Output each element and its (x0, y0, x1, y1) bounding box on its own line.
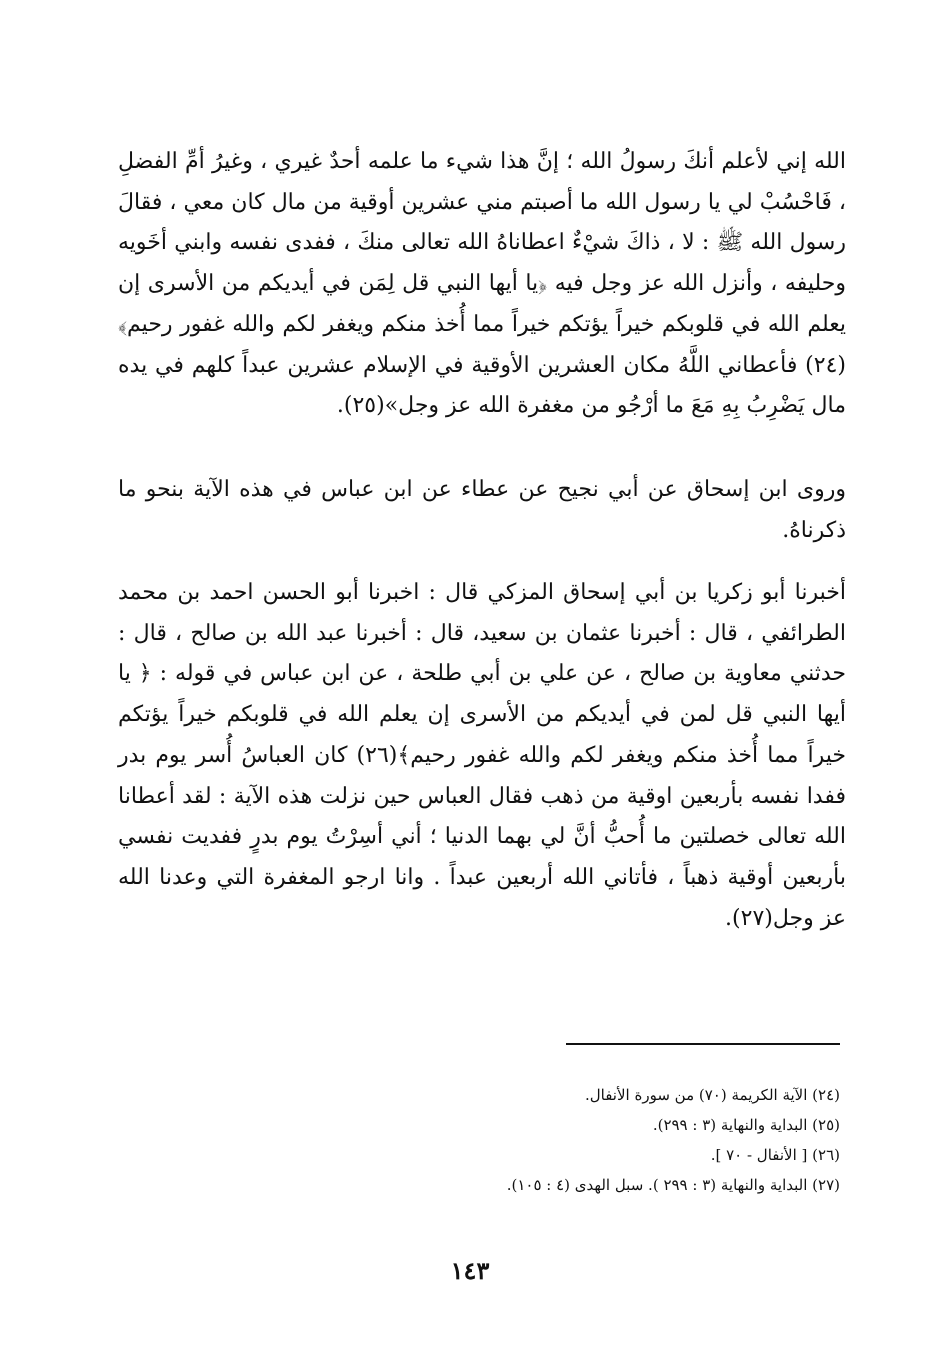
page-number: ١٤٣ (450, 1256, 490, 1285)
paragraph-text: وروى ابن إسحاق عن أبي نجيح عن عطاء عن ابن عباس في هذه الآية بنحو ما ذكرناهُ. (118, 477, 846, 543)
footnote-24: (٢٤) الآية الكريمة (٧٠) من سورة الأنفال. (584, 1086, 840, 1104)
footnotes-section (300, 1080, 840, 1200)
paragraph-text: الله إني لأعلم أنكَ رسولُ الله ؛ إنَّ هذا شيء ما علمه أحدٌ غيري ، وغيرُ أمِّ الفضلِ ، فَاحْسُبْ لي يا رسول الله ما أصبتم مني عشرين أوقية من مال كان معي ، فقالَ رسول الله ﷺ : لا ، ذاكَ شيْءٌ اعطاناهُ الله تعالى منكَ ، ففدى نفسه وابني أخَويه وحليفه ، وأنزل الله عز وجل فيه ﴿يا أيها النبي قل لِمَن في أيديكم من الأسرى إن يعلم الله في قلوبكم خيراً يؤتكم خيراً مما أُخذ منكم ويغفر لكم والله غفور رحيم﴾(٢٤) فأعطاني اللَّهُ مكان العشرين الأوقية في الإسلام عشرين عبداً كلهم في يده مال يَضْرِبُ بِهِ مَعَ ما أرْجُو من مغفرة الله عز وجل»(٢٥). (118, 149, 846, 419)
main-text-paragraph-1 (118, 142, 846, 427)
footnote-separator-line (566, 1043, 840, 1045)
main-text-paragraph-2 (118, 470, 846, 551)
footnote-25: (٢٥) البداية والنهاية (٣ : ٢٩٩). (652, 1116, 840, 1134)
footnote-26: (٢٦) [ الأنفال - ٧٠ ]. (710, 1146, 840, 1164)
footnote-27: (٢٧) البداية والنهاية (٣ : ٢٩٩ ). سبل الهدى (٤ : ١٠٥). (506, 1176, 840, 1194)
paragraph-text: أخبرنا أبو زكريا بن أبي إسحاق المزكي قال : اخبرنا أبو الحسن احمد بن محمد الطرائفي ، قال : أخبرنا عثمان بن سعيد، قال : أخبرنا عبد الله بن صالح ، قال : حدثني معاوية بن صالح ، عن علي بن أبي طلحة ، عن ابن عباس في قوله : ﴿ يا أيها النبي قل لمن في أيديكم من الأسرى إن يعلم الله في قلوبكم خيراً يؤتكم خيراً مما أُخذ منكم ويغفر لكم والله غفور رحيم﴾(٢٦) كان العباسُ أُسر يوم بدر ففدا نفسه بأربعين اوقية من ذهب فقال العباس حين نزلت هذه الآية : لقد أعطانا الله تعالى خصلتين ما أُحبُّ أنَّ لي بهما الدنيا ؛ أني أسِرْتُ يوم بدرٍ ففديت نفسي بأربعين أوقية ذهباً ، فأتاني الله أربعين عبداً . وانا ارجو المغفرة التي وعدنا الله عز وجل(٢٧). (118, 580, 846, 931)
main-text-paragraph-3 (118, 573, 846, 939)
